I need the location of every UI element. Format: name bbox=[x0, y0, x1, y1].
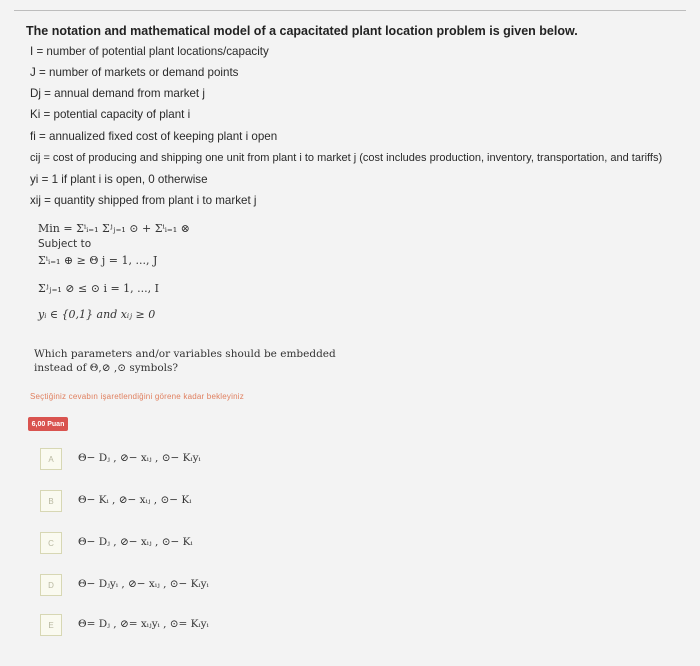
constraint-demand: Σⁱᵢ₌₁ ⊕ ≥ Θ j = 1, ..., J bbox=[38, 254, 158, 267]
definition-ki: Ki = potential capacity of plant i bbox=[30, 108, 191, 121]
answer-option-e[interactable] bbox=[40, 612, 360, 638]
option-text[interactable]: Θ− Dⱼ , ⊘− xᵢⱼ , ⊙− Kᵢyᵢ bbox=[78, 452, 201, 464]
option-text[interactable]: Θ− Dⱼ , ⊘− xᵢⱼ , ⊙− Kᵢ bbox=[78, 536, 193, 548]
option-radio[interactable]: B bbox=[40, 490, 62, 512]
option-radio[interactable]: E bbox=[40, 614, 62, 636]
top-divider bbox=[14, 10, 686, 11]
question-text: Which parameters and/or variables should be embedded instead of Θ,⊘ ,⊙ symbols? bbox=[34, 348, 336, 374]
definition-i: I = number of potential plant locations/capacity bbox=[30, 45, 269, 58]
option-radio[interactable]: C bbox=[40, 532, 62, 554]
option-radio[interactable]: D bbox=[40, 574, 62, 596]
definition-fi: fi = annualized fixed cost of keeping plant i open bbox=[30, 130, 278, 143]
answer-option-d[interactable] bbox=[40, 572, 360, 598]
option-text[interactable]: Θ= Dⱼ , ⊘= xᵢⱼyᵢ , ⊙= Kᵢyᵢ bbox=[78, 618, 209, 630]
answer-option-a[interactable] bbox=[40, 446, 360, 472]
constraint-domain: yᵢ ∈ {0,1} and xᵢⱼ ≥ 0 bbox=[38, 308, 156, 321]
definition-xij: xij = quantity shipped from plant i to market j bbox=[30, 194, 257, 207]
option-text[interactable]: Θ− Dⱼyᵢ , ⊘− xᵢⱼ , ⊙− Kᵢyᵢ bbox=[78, 578, 209, 590]
definition-yi: yi = 1 if plant i is open, 0 otherwise bbox=[30, 173, 208, 186]
definition-j: J = number of markets or demand points bbox=[30, 66, 239, 79]
constraint-capacity: Σʲⱼ₌₁ ⊘ ≤ ⊙ i = 1, ..., I bbox=[38, 282, 159, 295]
option-text[interactable]: Θ− Kᵢ , ⊘− xᵢⱼ , ⊙− Kᵢ bbox=[78, 494, 192, 506]
option-radio[interactable]: A bbox=[40, 448, 62, 470]
definition-cij: cij = cost of producing and shipping one unit from plant i to market j (cost includes production, inventory, transportation, and tariffs) bbox=[30, 152, 663, 164]
answer-option-c[interactable] bbox=[40, 530, 360, 556]
definition-dj: Dj = annual demand from market j bbox=[30, 87, 205, 100]
question-title: The notation and mathematical model of a capacitated plant location problem is given below. bbox=[26, 24, 578, 38]
subject-to-label: Subject to bbox=[38, 238, 92, 250]
answer-option-b[interactable] bbox=[40, 488, 360, 514]
selection-hint: Seçtiğiniz cevabın işaretlendiğini görene kadar bekleyiniz bbox=[30, 392, 244, 401]
objective-function: Min = Σⁱᵢ₌₁ Σʲⱼ₌₁ ⊙ + Σⁱᵢ₌₁ ⊗ bbox=[38, 222, 190, 235]
points-badge: 6,00 Puan bbox=[28, 417, 68, 431]
